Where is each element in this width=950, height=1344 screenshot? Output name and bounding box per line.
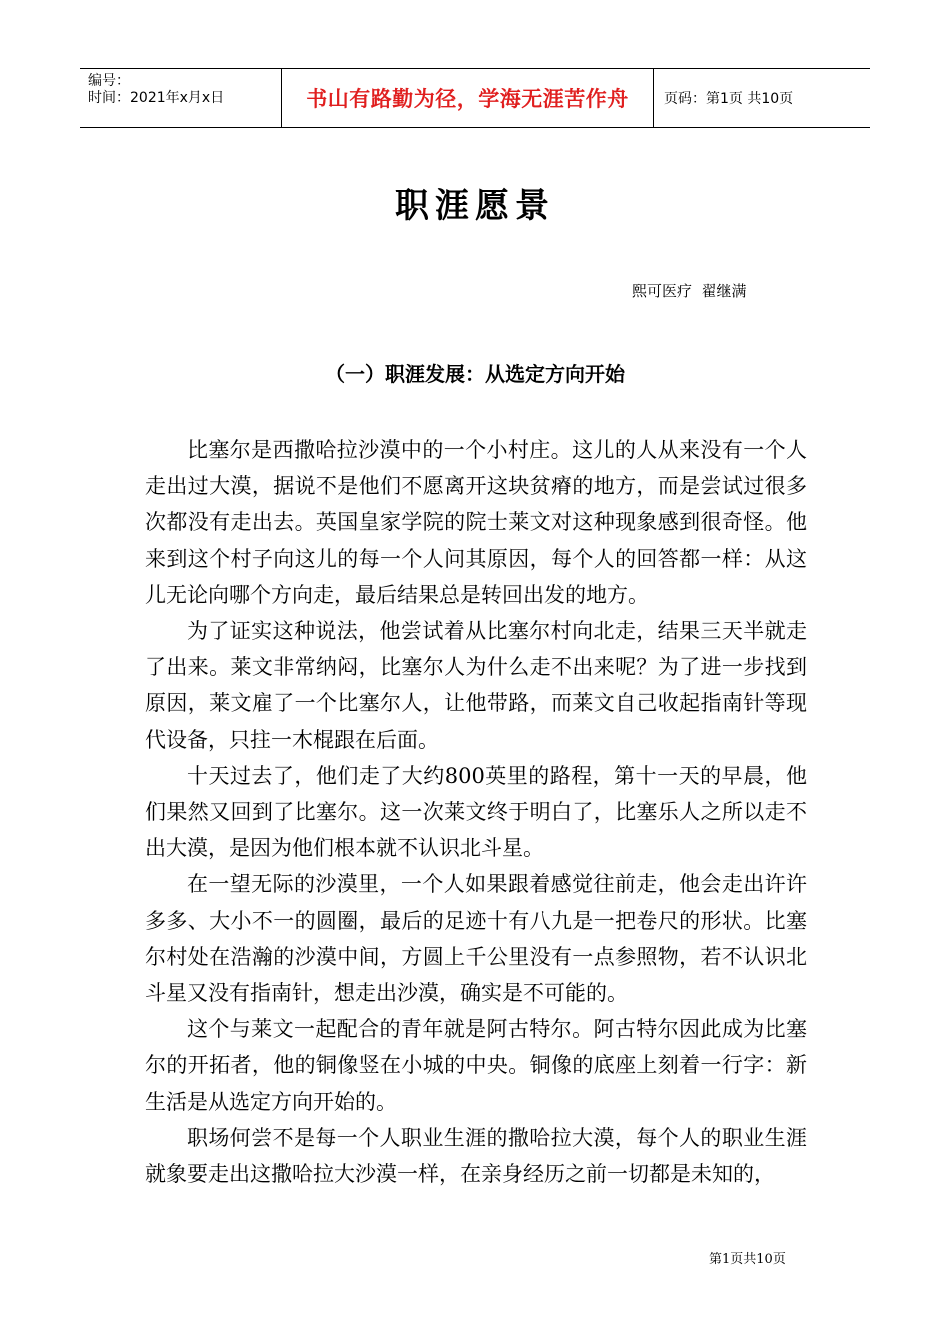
- number-label: 编号：: [88, 73, 130, 89]
- paragraph: 职场何尝不是每一个人职业生涯的撒哈拉大漠，每个人的职业生涯就象要走出这撒哈拉大沙漠一样，在亲身经历之前一切都是未知的，: [145, 1125, 807, 1187]
- header-meta: [80, 69, 282, 127]
- header-motto: 书山有路勤为径，学海无涯苦作舟: [282, 69, 654, 127]
- paragraph: 为了证实这种说法，他尝试着从比塞尔村向北走，结果三天半就走了出来。莱文非常纳闷，比塞尔人为什么走不出来呢？为了进一步找到原因，莱文雇了一个比塞尔人，让他带路，而莱文自己收起指南针等现代设备，只拄一木棍跟在后面。: [145, 619, 807, 752]
- author-line: 熙可医疗 翟继满: [632, 282, 747, 300]
- paragraph: 十天过去了，他们走了大约800英里的路程，第十一天的早晨，他们果然又回到了比塞尔。这一次莱文终于明白了，比塞乐人之所以走不出大漠，是因为他们根本就不认识北斗星。: [145, 763, 807, 861]
- paragraph: 比塞尔是西撒哈拉沙漠中的一个小村庄。这儿的人从来没有一个人走出过大漠，据说不是他们不愿离开这块贫瘠的地方，而是尝试过很多次都没有走出去。英国皇家学院的院士莱文对这种现象感到很奇怪。他来到这个村子向这儿的每一个人问其原因，每个人的回答都一样：从这儿无论向哪个方向走，最后结果总是转回出发的地方。: [145, 438, 807, 607]
- page-footer: 第1页共10页: [709, 1252, 786, 1267]
- body-text: [145, 432, 807, 1192]
- paragraph: 这个与莱文一起配合的青年就是阿古特尔。阿古特尔因此成为比塞尔的开拓者，他的铜像竖在小城的中央。铜像的底座上刻着一行字：新生活是从选定方向开始的。: [145, 1017, 807, 1114]
- page-header: [80, 68, 870, 128]
- section-heading: （一）职涯发展：从选定方向开始: [325, 362, 625, 386]
- document-title: 职涯愿景: [395, 186, 555, 226]
- time-label: 时间：2021年x月x日: [88, 90, 225, 106]
- paragraph: 在一望无际的沙漠里，一个人如果跟着感觉往前走，他会走出许许多多、大小不一的圆圈，最后的足迹十有八九是一把卷尺的形状。比塞尔村处在浩瀚的沙漠中间，方圆上千公里没有一点参照物，若不认识北斗星又没有指南针，想走出沙漠，确实是不可能的。: [145, 872, 807, 1006]
- header-page-info: 页码：第1页 共10页: [664, 91, 794, 107]
